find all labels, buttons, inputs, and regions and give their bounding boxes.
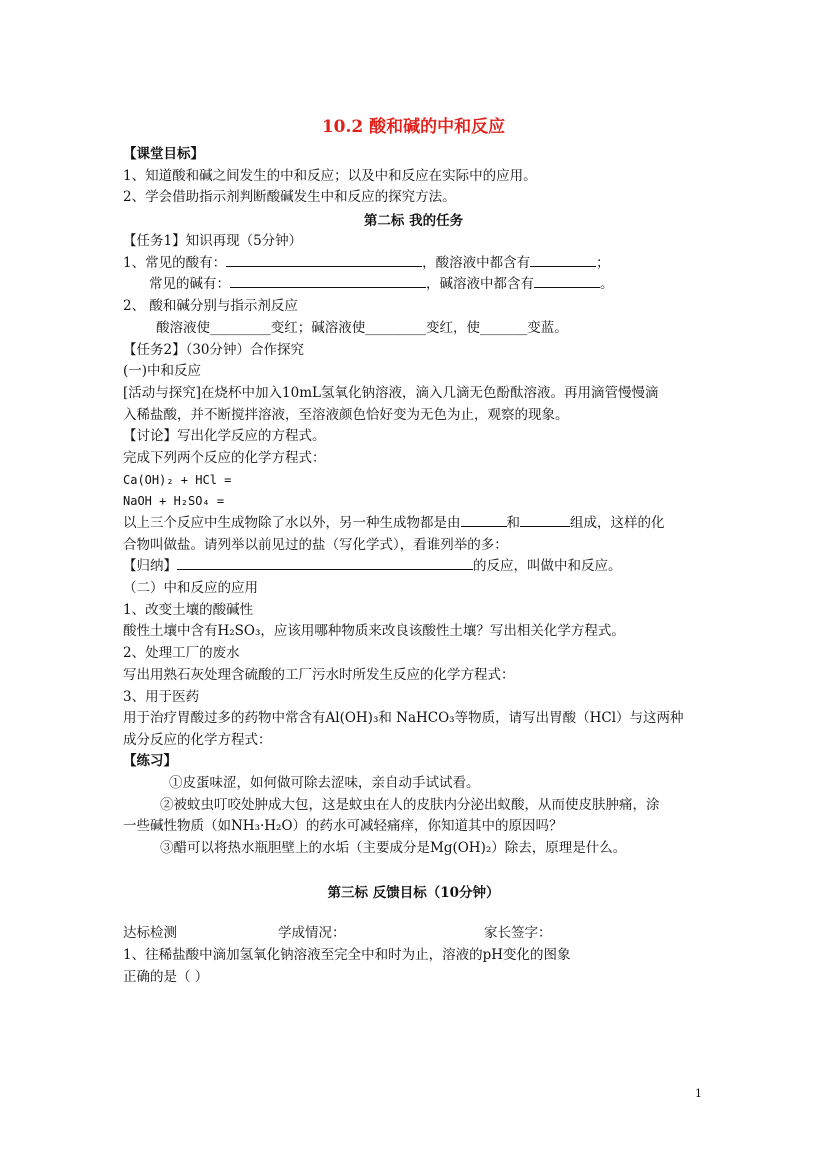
summary-blank[interactable] — [177, 557, 473, 570]
goal-item-2: 2、学会借助指示剂判断酸碱发生中和反应的探究方法。 — [123, 189, 456, 205]
practice-heading: 【练习】 — [123, 753, 177, 769]
soil-text: 酸性土壤中含有H₂SO₃，应该用哪种物质来改良该酸性土壤？写出相关化学方程式。 — [123, 623, 625, 639]
acids-end: ； — [596, 255, 610, 271]
discuss-line: 【讨论】写出化学反应的方程式。 — [123, 428, 326, 444]
practice-item-1: ①皮蛋味涩，如何做可除去涩味，亲自动手试试看。 — [169, 775, 480, 791]
equation-2: NaOH + H₂SO₄ = — [123, 494, 225, 508]
medicine-title: 3、用于医药 — [123, 689, 200, 705]
question-1-line-2: 正确的是（ ） — [123, 969, 209, 985]
practice-item-2a: ②被蚊虫叮咬处肿成大包，这是蚊虫在人的皮肤内分泌出蚁酸，从而使皮肤肿痛，涂 — [160, 797, 660, 813]
soil-title: 1、改变土壤的酸碱性 — [123, 602, 254, 618]
practice-item-3: ③醋可以将热水瓶胆壁上的水垢（主要成分是Mg(OH)₂）除去，原理是什么。 — [160, 840, 627, 856]
section2-title: 第二标 我的任务 — [363, 213, 464, 229]
acids-blank[interactable] — [226, 254, 422, 267]
part1-heading: (一)中和反应 — [123, 363, 202, 379]
part2-heading: （二）中和反应的应用 — [123, 580, 258, 596]
bases-mid: ，碱溶液中都含有 — [426, 276, 534, 292]
acids-line — [123, 254, 610, 272]
bases-end: 。 — [600, 276, 614, 292]
page-number: 1 — [695, 1087, 702, 1100]
bases-blank[interactable] — [230, 275, 426, 288]
salt-blank-2[interactable] — [520, 514, 570, 527]
water-title: 2、处理工厂的废水 — [123, 645, 240, 661]
complete-line: 完成下列两个反应的化学方程式： — [123, 450, 326, 466]
bases-line — [149, 275, 614, 293]
acids-label: 1、常见的酸有： — [123, 255, 227, 271]
salt-text-a: 以上三个反应中生成物除了水以外，另一种生成物都是由 — [123, 515, 461, 531]
salt-line-2: 合物叫做盐。请列举以前见过的盐（写化学式），看谁列举的多： — [123, 537, 508, 553]
salt-text-c: 组成，这样的化 — [570, 515, 665, 531]
page-title: 10.2 酸和碱的中和反应 — [321, 117, 506, 137]
goals-heading: 【课堂目标】 — [123, 146, 204, 162]
medicine-text-2: 成分反应的化学方程式： — [123, 732, 272, 748]
water-text: 写出用熟石灰处理含硫酸的工厂污水时所发生反应的化学方程式： — [123, 667, 515, 683]
salt-text-b: 和 — [506, 515, 520, 531]
check-label: 达标检测 — [123, 925, 177, 941]
task1-heading: 【任务1】知识再现（5分钟） — [123, 233, 303, 249]
acids-mid: ，酸溶液中都含有 — [422, 255, 531, 271]
summary-end: 的反应，叫做中和反应。 — [473, 558, 622, 574]
question-1-line-1: 1、往稀盐酸中滴加氢氧化钠溶液至完全中和时为止，溶液的pH变化的图象 — [123, 947, 571, 963]
activity-line-2: 入稀盐酸，并不断搅拌溶液，至溶液颜色恰好变为无色为止，观察的现象。 — [123, 407, 569, 423]
bases-ion-blank[interactable] — [534, 275, 600, 288]
acids-ion-blank[interactable] — [530, 254, 596, 267]
practice-item-2b: 一些碱性物质（如NH₃·H₂O）的药水可减轻痛痒，你知道其中的原因吗？ — [123, 818, 563, 834]
section3-title: 第三标 反馈目标（10分钟） — [327, 885, 500, 901]
medicine-text-1: 用于治疗胃酸过多的药物中常含有Al(OH)₃和 NaHCO₃等物质，请写出胃酸（HCl）与这两种 — [123, 710, 684, 726]
summary-label: 【归纳】 — [123, 558, 177, 574]
summary-line — [123, 557, 622, 575]
salt-blank-1[interactable] — [461, 514, 507, 527]
salt-line-1 — [123, 514, 665, 532]
equation-1: Ca(OH)₂ + HCl = — [123, 473, 232, 487]
goal-item-1: 1、知道酸和碱之间发生的中和反应；以及中和反应在实际中的应用。 — [123, 168, 537, 184]
activity-line-1: [活动与探究]在烧杯中加入10mL氢氧化钠溶液，滴入几滴无色酚酞溶液。再用滴管慢慢滴 — [123, 385, 659, 401]
bases-label: 常见的碱有： — [149, 276, 230, 292]
indicator-title: 2、 酸和碱分别与指示剂反应 — [123, 298, 298, 314]
task2-heading: 【任务2】（30分钟）合作探究 — [123, 342, 305, 358]
indicator-line: 酸溶液使_________变红；碱溶液使_________变红，使_______变蓝。 — [156, 320, 568, 336]
status-label: 学成情况： — [278, 925, 346, 941]
parent-signature-label: 家长签字： — [484, 925, 552, 941]
